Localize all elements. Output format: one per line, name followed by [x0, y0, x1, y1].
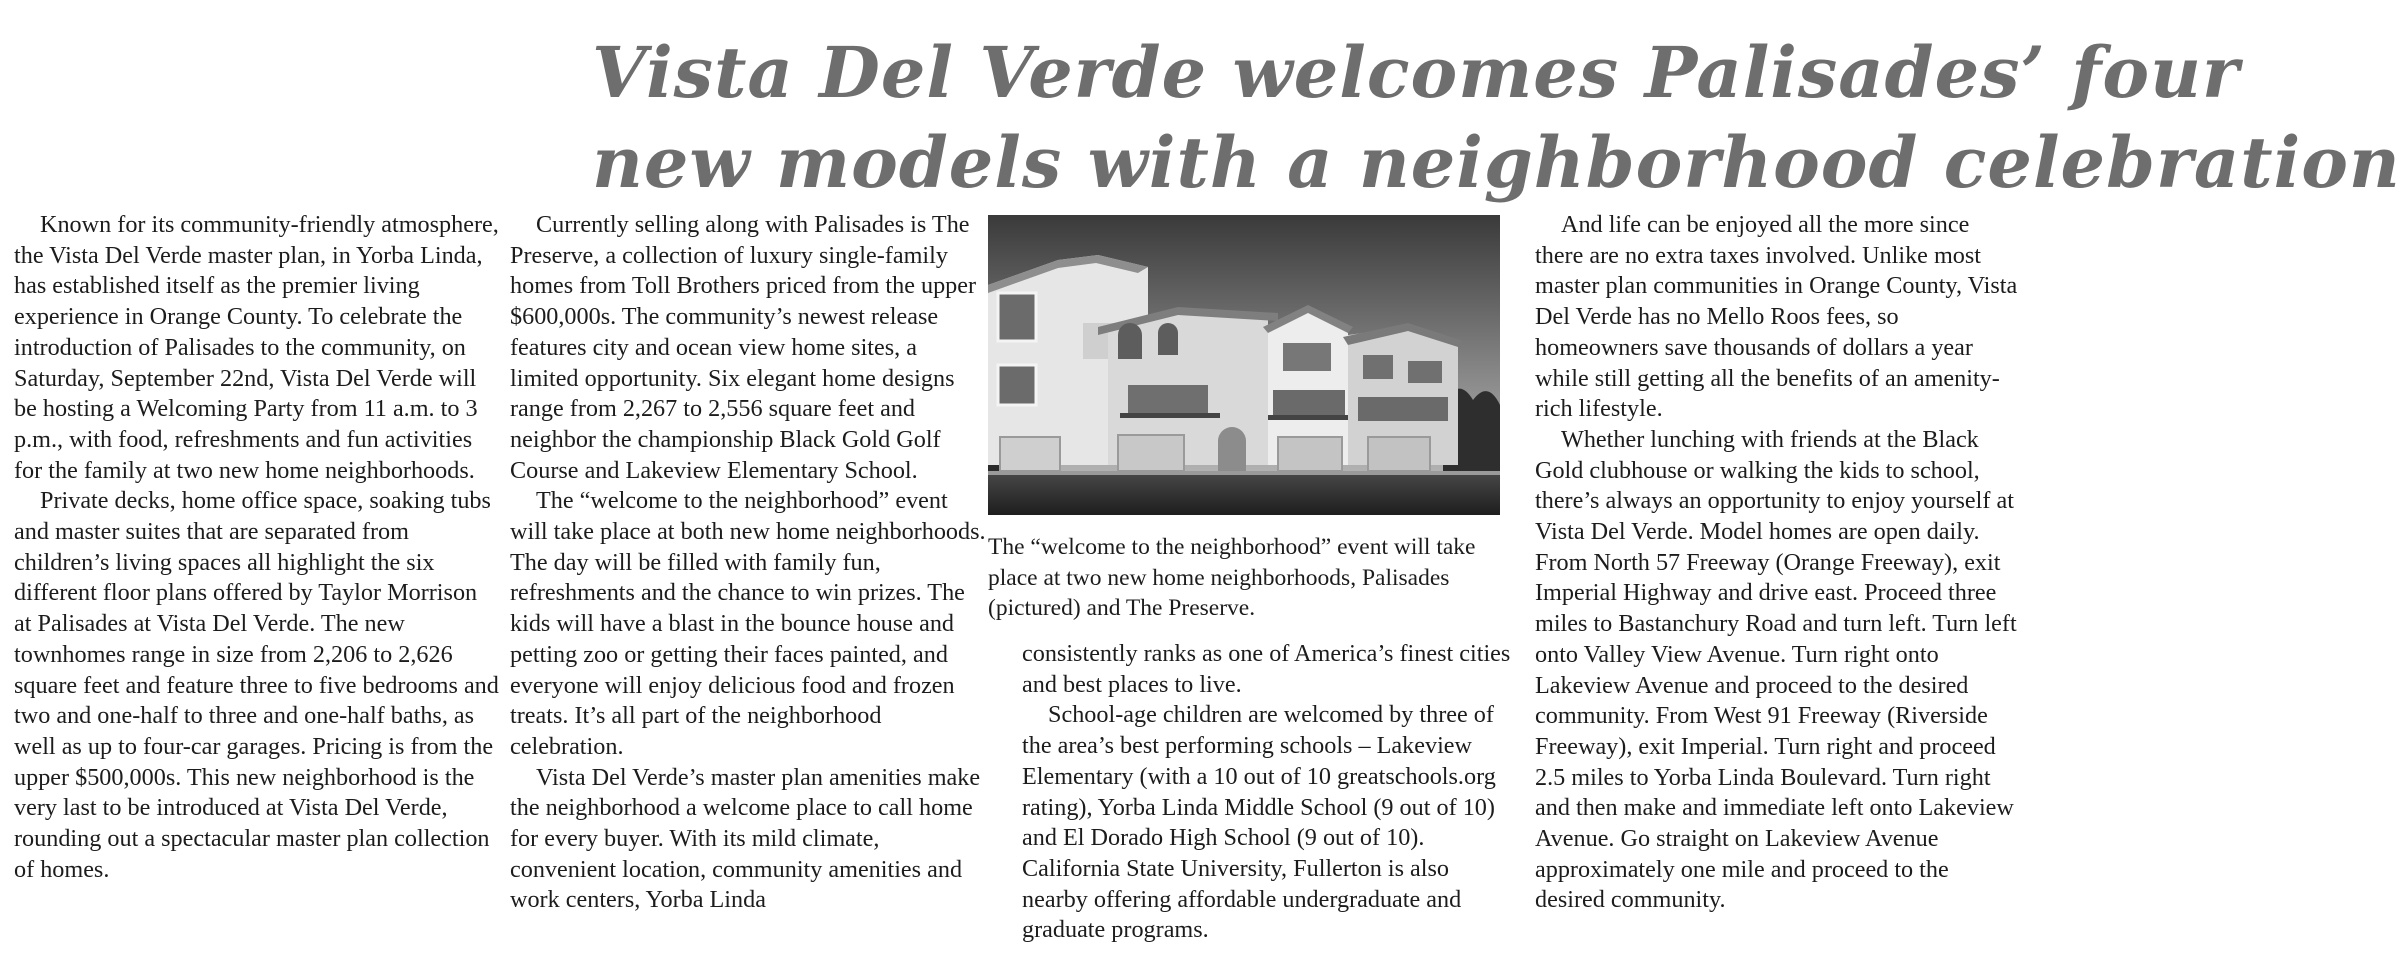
townhomes-photo	[988, 215, 1500, 515]
photo-caption: The “welcome to the neighborhood” event will take place at two new home neighborhoods, Palisades (pictured) and The Preserve.	[988, 534, 1476, 622]
article-column-2	[510, 210, 990, 916]
headline-line-1: Vista Del Verde welcomes Palisades’ four	[592, 31, 2240, 114]
column-3-paragraph-2: School-age children are welcomed by three of the area’s best performing schools – Lakeview Elementary (with a 10 out of 10 greatschools.org rating), Yorba Linda Middle School (9 out of 10) and El Dorado High School (9 out of 10). California State University, Fullerton is also nearby offering affordable undergraduate and graduate programs.	[1022, 701, 1496, 944]
column-2-paragraph-1: Currently selling along with Palisades is The Preserve, a collection of luxury single-family homes from Toll Brothers priced from the upper $600,000s. The community’s newest release features city and ocean view home sites, a limited opportunity. Six elegant home designs range from 2,267 to 2,556 square feet and neighbor the championship Black Gold Golf Course and Lakeview Elementary School.	[510, 211, 977, 484]
column-3-paragraph-1: consistently ranks as one of America’s finest cities and best places to live.	[1022, 640, 1511, 698]
article-headline	[592, 28, 2401, 208]
column-2-paragraph-3: Vista Del Verde’s master plan amenities make the neighborhood a welcome place to call home for every buyer. With its mild climate, convenient location, community amenities and work centers, Yorba Linda	[510, 763, 981, 914]
column-4-paragraph-2: Whether lunching with friends at the Black Gold clubhouse or walking the kids to school, there’s always an opportunity to enjoy yourself at Vista Del Verde. Model homes are open daily. From North 57 Freeway (Orange Freeway), exit Imperial Highway and drive east. Proceed three miles to Bastanchury Road and turn left. Turn left onto Valley View Avenue. Turn right onto Lakeview Avenue and proceed to the desired community. From West 91 Freeway (Riverside Freeway), exit Imperial. Turn right and proceed 2.5 miles to Yorba Linda Boulevard. Turn right and then make and immediate left onto Lakeview Avenue. Go straight on Lakeview Avenue approximately one mile and proceed to the desired community.	[1535, 425, 2017, 914]
column-1-paragraph-1: Known for its community-friendly atmosphere, the Vista Del Verde master plan, in Yorba Linda, has established itself as the premier living experience in Orange County. To celebrate the introduction of Palisades to the community, on Saturday, September 22nd, Vista Del Verde will be hosting a Welcoming Party from 11 a.m. to 3 p.m., with food, refreshments and fun activities for the family at two new home neighborhoods.	[14, 211, 499, 484]
column-2-paragraph-2: The “welcome to the neighborhood” event will take place at both new home neighborhoods. The day will be filled with family fun, refreshments and the chance to win prizes. The kids will have a blast in the bounce house and petting zoo or getting their faces painted, and everyone will enjoy delicious food and frozen treats. It’s all part of the neighborhood celebration.	[510, 487, 986, 760]
column-1-paragraph-2: Private decks, home office space, soaking tubs and master suites that are separated from children’s living spaces all highlight the six different floor plans offered by Taylor Morrison at Palisades at Vista Del Verde. The new townhomes range in size from 2,206 to 2,626 square feet and feature three to five bedrooms and two and one-half to three and one-half baths, as well as up to four-car garages. Pricing is from the upper $500,000s. This new neighborhood is the very last to be introduced at Vista Del Verde, rounding out a spectacular master plan collection of homes.	[14, 487, 499, 883]
article-column-4	[1535, 210, 2020, 916]
article-column-3	[1022, 639, 1512, 946]
column-4-paragraph-1: And life can be enjoyed all the more since there are no extra taxes involved. Unlike most master plan communities in Orange County, Vista Del Verde has no Mello Roos fees, so homeowners save thousands of dollars a year while still getting all the benefits of an amenity-rich lifestyle.	[1535, 211, 2018, 423]
headline-line-2: new models with a neighborhood celebration	[592, 121, 2401, 204]
article-column-1	[14, 210, 499, 885]
